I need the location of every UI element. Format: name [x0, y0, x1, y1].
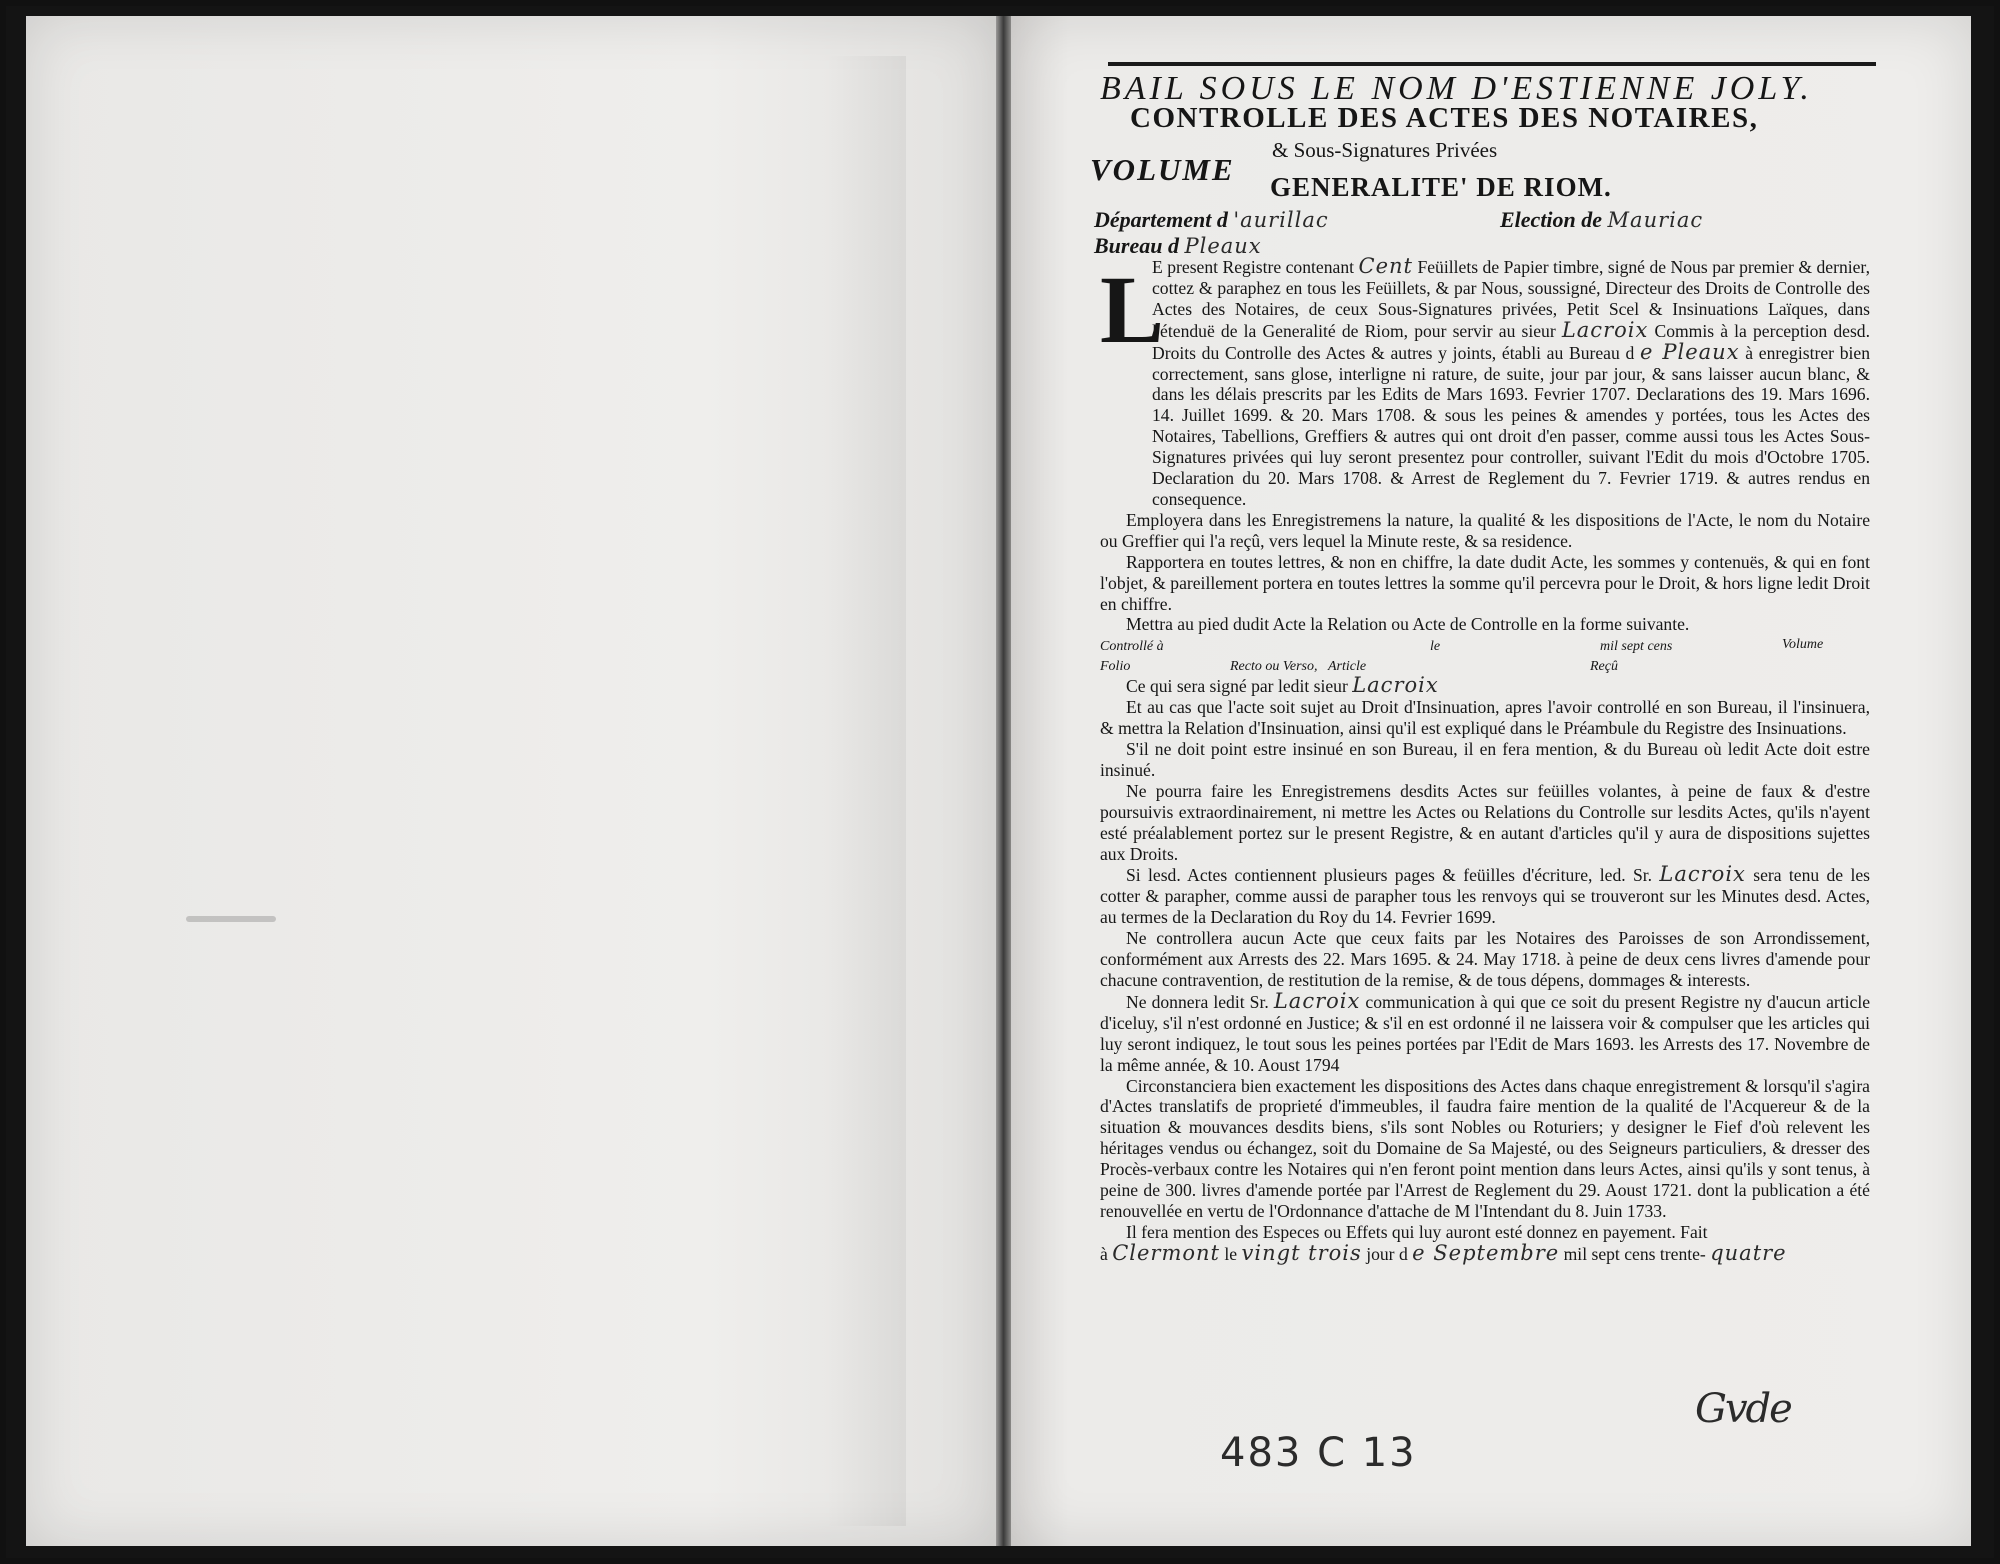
- para1-d: à enregistrer bien correctement, sans glose, interligne ni rature, de suite, jour par jour, & sans laisser aucun blanc, & dans les délais prescrits par les Edits de Mars 1693. Fevrier 1707. Declarations des 19. Mars 1696. 14. Juillet 1699. & 20. Mars 1708. & sous les peines & amendes y portées, tous les Actes des Notaires, Tabellions, Greffiers & autres qui ont droit d'en passer, comme aussi tous les Actes Sous-Signatures privées qui luy seront presentez pour controller, suivant l'Edit du mois d'Octobre 1705. Declaration du 20. Mars 1708. & Arrest de Reglement du 7. Fevrier 1719. & autres rendus en consequence.: [1152, 342, 1870, 509]
- paragraph-9: [1100, 864, 1870, 928]
- paragraph-1: [1100, 256, 1870, 510]
- rel-recto: Recto ou Verso,: [1230, 659, 1318, 675]
- rel-mil: mil sept cens: [1600, 639, 1673, 655]
- feuillets-count: Cent: [1358, 254, 1413, 278]
- rel-recu: Reçû: [1590, 659, 1618, 675]
- closing-mil: mil sept cens trente-: [1563, 1243, 1706, 1264]
- election-label: Election de: [1500, 207, 1603, 232]
- closing-day: vingt trois: [1241, 1240, 1362, 1265]
- closing-city: Clermont: [1112, 1240, 1220, 1265]
- para9-a: Si lesd. Actes contiennent plusieurs pages & feüilles d'écriture, led. Sr.: [1126, 865, 1653, 886]
- register-preamble: [1100, 256, 1870, 1265]
- header-sous-signatures: & Sous-Signatures Privées: [1272, 138, 1498, 162]
- book-gutter: [996, 16, 1011, 1546]
- paragraph-6: Et au cas que l'acte soit sujet au Droit d'Insinuation, apres l'avoir controllé en son Bureau, il l'insinuera, & mettra la Relation d'Insinuation, ainsi qu'il est expliqué dans le Préambule du Registre des Insinuations.: [1100, 697, 1870, 739]
- sieur-name: Lacroix: [1561, 317, 1649, 342]
- header-controlle: CONTROLLE DES ACTES DES NOTAIRES,: [1130, 102, 1759, 134]
- departement-field: [1094, 207, 1329, 233]
- page-shadow: [826, 56, 906, 1526]
- rel-folio: Folio: [1100, 659, 1131, 675]
- closing-le: le: [1224, 1243, 1238, 1264]
- paragraph-12: Circonstanciera bien exactement les dispositions des Actes dans chaque enregistrement & lorsqu'il s'agira d'Actes translatifs de proprieté d'immeubles, il faudra faire mention de la qualité de l'Acquereur & de la situation & mouvances desdits biens, s'ils sont Nobles ou Roturiers; y designer le Fief d'où relevent les héritages vendus ou échangez, soit du Domaine de Sa Majesté, ou des Seigneurs particuliers, & dresser des Procès-verbaux contre les Notaires qui n'en feront point mention dans leurs Actes, ainsi qu'ils y sont tenus, à peine de 300. livres d'amende portée par l'Arrest de Reglement du 29. Aoust 1721. dont la publication a été renouvellée en vertu de l'Ordonnance d'attache de M l'Intendant du 8. Juin 1733.: [1100, 1075, 1870, 1221]
- paragraph-11: [1100, 988, 1871, 1076]
- header-rule: [1108, 62, 1876, 66]
- relation-formula: [1100, 635, 1870, 675]
- sieur-name-2: Lacroix: [1352, 673, 1439, 698]
- bureau-label: Bureau d: [1094, 233, 1179, 258]
- header-volume: VOLUME: [1090, 152, 1235, 187]
- page-smudge: [186, 916, 276, 922]
- election-field: [1500, 207, 1703, 233]
- rel-le: le: [1430, 639, 1441, 655]
- bureau-value: Pleaux: [1184, 234, 1262, 258]
- header-bail: BAIL SOUS LE NOM D'ESTIENNE JOLY.: [1100, 70, 1813, 107]
- paragraph-13: Il fera mention des Especes ou Effets qui luy auront esté donnez en payement. Fait: [1126, 1221, 1708, 1242]
- closing-year: quatre: [1710, 1240, 1787, 1265]
- paragraph-2: Employera dans les Enregistremens la nature, la qualité & les dispositions de l'Acte, le nom du Notaire ou Greffier qui l'a reçû, vers lequel la Minute reste, & sa residence.: [1100, 509, 1870, 551]
- left-page-blank: [26, 16, 996, 1546]
- paragraph-5: [1100, 675, 1870, 697]
- header-generalite: GENERALITE' DE RIOM.: [1270, 172, 1612, 202]
- sieur-name-3: Lacroix: [1659, 862, 1746, 887]
- closing-jour: jour d: [1366, 1243, 1408, 1264]
- para1-b: par premier & dernier, cottez & paraphez en tous les Feüillets, & par Nous, soussigné, Directeur des Droits de Controlle des Actes des Notaires, de ceux Sous-Signatures privées, Petit Scel & Insinuations Laïques, dans l'étenduë de la Generalité de Riom, pour servir au sieur: [1152, 257, 1870, 341]
- sieur-name-4: Lacroix: [1273, 988, 1361, 1013]
- para11-b: communication à qui que ce soit du present Registre ny d'aucun article d'iceluy, s'il n'est ordonné en Justice; & s'il en est ordonné il ne laissera voir & compulser que les articles qui luy seront indiquez, le tout sous les peines portées par l'Edit de Mars 1693. les Arrests des 17. Novembre de la même année, & 10. Aoust 1794: [1100, 991, 1871, 1075]
- paragraph-3: Rapportera en toutes lettres, & non en chiffre, la date dudit Acte, les sommes y contenuës, & qui en font l'objet, & pareillement portera en toutes lettres la somme qu'il percevra pour le Droit, & hors ligne ledit Droit en chiffre.: [1100, 551, 1870, 614]
- closing-month: e Septembre: [1412, 1240, 1560, 1265]
- rel-article: Article: [1328, 659, 1367, 675]
- departement-value: 'aurillac: [1233, 208, 1329, 232]
- para1-start: E present Registre contenant: [1152, 257, 1355, 277]
- paragraph-4: Mettra au pied dudit Acte la Relation ou Acte de Controlle en la forme suivante.: [1126, 614, 1690, 635]
- rel-controlle: Controllé à: [1100, 639, 1164, 655]
- para1-a: Feüillets de Papier timbre, signé de Nous: [1417, 257, 1708, 277]
- election-value: Mauriac: [1607, 208, 1704, 232]
- paragraph-7: S'il ne doit point estre insinué en son Bureau, il en fera mention, & du Bureau où ledit Acte doit estre insinué.: [1100, 739, 1870, 780]
- para1-c: Commis à la perception desd. Droits du Controlle des Actes & autres y joints, établi au Bureau d: [1152, 320, 1871, 363]
- closing-line: [1100, 1240, 1870, 1265]
- para11-a: Ne donnera ledit Sr.: [1126, 991, 1269, 1012]
- archive-reference: 483 C 13: [1220, 1430, 1417, 1476]
- paragraph-8: Ne pourra faire les Enregistremens desdits Actes sur feüilles volantes, à peine de faux & d'estre poursuivis extraordinairement, ni mettre les Actes ou Relations du Controlle sur lesdits Actes, qu'ils n'ayent esté préalablement portez sur le present Registre, & en autant d'articles qu'il y aura de dispositions sujettes aux Droits.: [1100, 780, 1870, 864]
- closing-a: à: [1100, 1243, 1108, 1264]
- para5-text: Ce qui sera signé par ledit sieur: [1126, 676, 1348, 697]
- bureau-name: e Pleaux: [1639, 339, 1740, 364]
- para9-b: sera tenu de les cotter & parapher, comme aussi de parapher tous les renvoys qui se trouveront sur les Minutes desd. Actes, au termes de la Declaration du Roy du 14. Fevrier 1699.: [1100, 865, 1870, 928]
- drop-cap-letter: L: [1100, 256, 1165, 363]
- departement-label: Département d: [1094, 207, 1228, 232]
- rel-volume: Volume: [1782, 637, 1824, 653]
- paragraph-10: Ne controllera aucun Acte que ceux faits par les Notaires des Paroisses de son Arrondissement, conformément aux Arrests des 22. Mars 1695. & 24. May 1718. à peine de deux cens livres d'amende pour chacune contravention, de restitution de la remise, & de tous dépens, dommages & interests.: [1100, 928, 1870, 990]
- director-signature: Gvde: [1695, 1386, 1791, 1432]
